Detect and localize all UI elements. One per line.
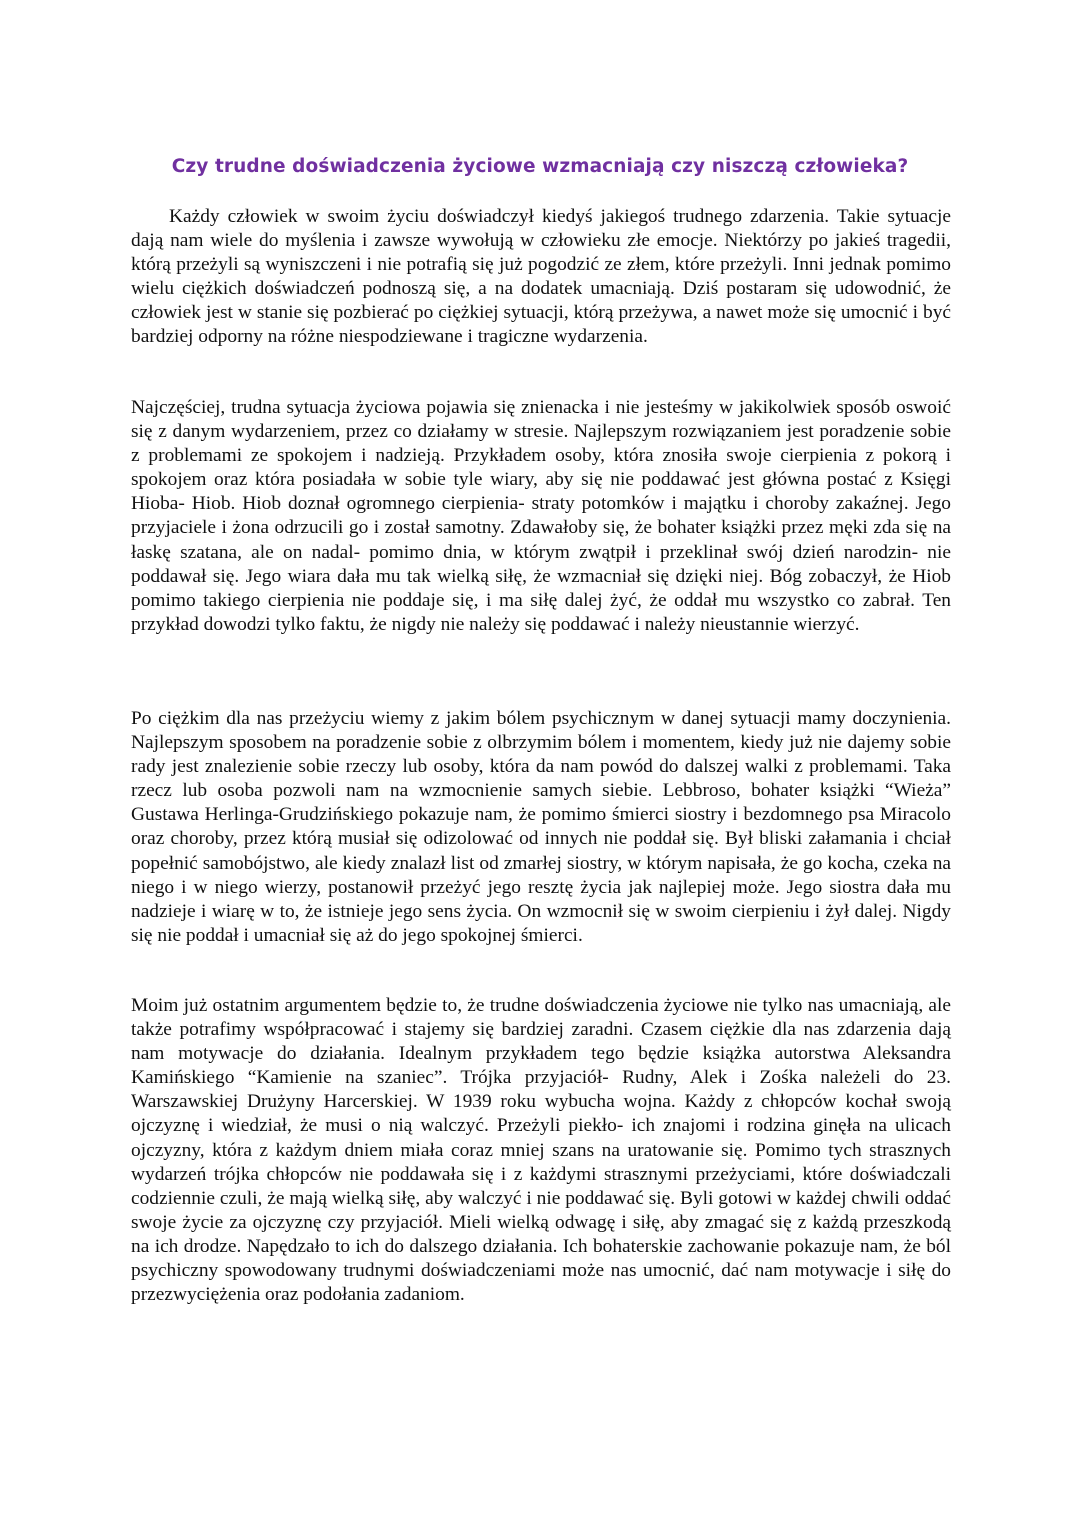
paragraph-introduction: Każdy człowiek w swoim życiu doświadczył kiedyś jakiegoś trudnego zdarzenia. Takie sytuacje dają nam wiele do myślenia i zawsze wywołują w człowieku złe emocje. Niektórzy po jakieś tragedii, którą przeżyli są wyniszczeni i nie potrafią się już pogodzić ze złem, które przeżyli. Inni jednak pomimo wielu ciężkich doświadczeń podnoszą się, a na dodatek umacniają. Dziś postaram się udowodnić, że człowiek jest w stanie się pozbierać po ciężkiej sytuacji, którą przeżywa, a nawet może się umocnić i być bardziej odporny na różne niespodziewane i tragiczne wydarzenia. [131,206,951,348]
paragraph-argument-hiob: Najczęściej, trudna sytuacja życiowa pojawia się znienacka i nie jesteśmy w jakikolwiek sposób oswoić się z danym wydarzeniem, przez co działamy w stresie. Najlepszym rozwiązaniem jest poradzenie sobie z problemami ze spokojem i nadzieją. Przykładem osoby, która znosiła swoje cierpienia z pokorą i spokojem oraz która posiadała w sobie tyle wiary, aby się nie poddawać jest główna postać z Księgi Hioba- Hiob. Hiob doznał ogromnego cierpienia- straty potomków i majątku i choroby zakaźnej. Jego przyjaciele i żona odrzucili go i został samotny. Zdawałoby się, że bohater książki przez męki zda się na łaskę szatana, ale on nadal- pomimo dnia, w którym zwątpił i przeklinał swój dzień narodzin- nie poddawał się. Jego wiara dała mu tak wielką siłę, że wzmacniał się dzięki niej. Bóg zobaczył, że Hiob pomimo takiego cierpienia nie poddaje się, i ma siłę dalej żyć, że oddał mu wszystko co zabrał. Ten przykład dowodzi tylko faktu, że nigdy nie należy się poddawać i należy nieustannie wierzyć. [131,397,951,635]
document-title: Czy trudne doświadczenia życiowe wzmacniają czy niszczą człowieka? [171,156,909,177]
paragraph-argument-kamienie: Moim już ostatnim argumentem będzie to, że trudne doświadczenia życiowe nie tylko nas umacniają, ale także potrafimy współpracować i stajemy się bardziej zaradni. Czasem ciężkie dla nas zdarzenia dają nam motywacje do działania. Idealnym przykładem tego będzie książka autorstwa Aleksandra Kamińskiego “Kamienie na szaniec”. Trójka przyjaciół- Rudny, Alek i Zośka należeli do 23. Warszawskiej Drużyny Harcerskiej. W 1939 roku wybucha wojna. Każdy z chłopców kochał swoją ojczyznę i wiedział, że musi o nią walczyć. Przeżyli piekło- ich znajomi i rodzina ginęła na ulicach ojczyzny, która z każdym dniem miała coraz mniej szans na uratowanie się. Pomimo tych strasznych wydarzeń trójka chłopców nie poddawała się i z każdymi strasznymi przeżyciami, które doświadczali codziennie czuli, że mają wielką siłę, aby walczyć i nie poddawać się. Byli gotowi w każdej chwili oddać swoje życie za ojczyznę czy przyjaciół. Mieli wielką odwagę i siłę, aby zmagać się z każdą przeszkodą na ich drodze. Napędzało to ich do dalszego działania. Ich bohaterskie zachowanie pokazuje nam, że ból psychiczny spowodowany trudnymi doświadczeniami może nas umocnić, dać nam motywacje i siłę do przezwyciężenia oraz podołania zadaniom. [131,995,951,1306]
paragraph-argument-wieza: Po ciężkim dla nas przeżyciu wiemy z jakim bólem psychicznym w danej sytuacji mamy doczynienia. Najlepszym sposobem na poradzenie sobie z olbrzymim bólem i momentem, kiedy już nie dajemy sobie rady jest znalezienie sobie rzeczy lub osoby, która da nam powód do dalszej walki z problemami. Taka rzecz lub osoba pozwoli nam na wzmocnienie samych siebie. Lebbroso, bohater książki “Wieża” Gustawa Herlinga-Grudzińskiego pokazuje nam, że pomimo śmierci siostry i bezdomnego psa Miracolo oraz choroby, przez którą musiał się odizolować od innych nie poddał się. Był bliski załamania i chciał popełnić samobójstwo, ale kiedy znalazł list od zmarłej siostry, w którym napisała, że go kocha, czeka na niego i w niego wierzy, postanowił przeżyć jego resztę życia jak najlepiej może. Jego siostra dała mu nadzieje i wiarę w to, że istnieje jego sens życia. On wzmocnił się w swoim cierpieniu i żył dalej. Nigdy się nie poddał i umacniał się aż do jego spokojnej śmierci. [131,708,951,946]
